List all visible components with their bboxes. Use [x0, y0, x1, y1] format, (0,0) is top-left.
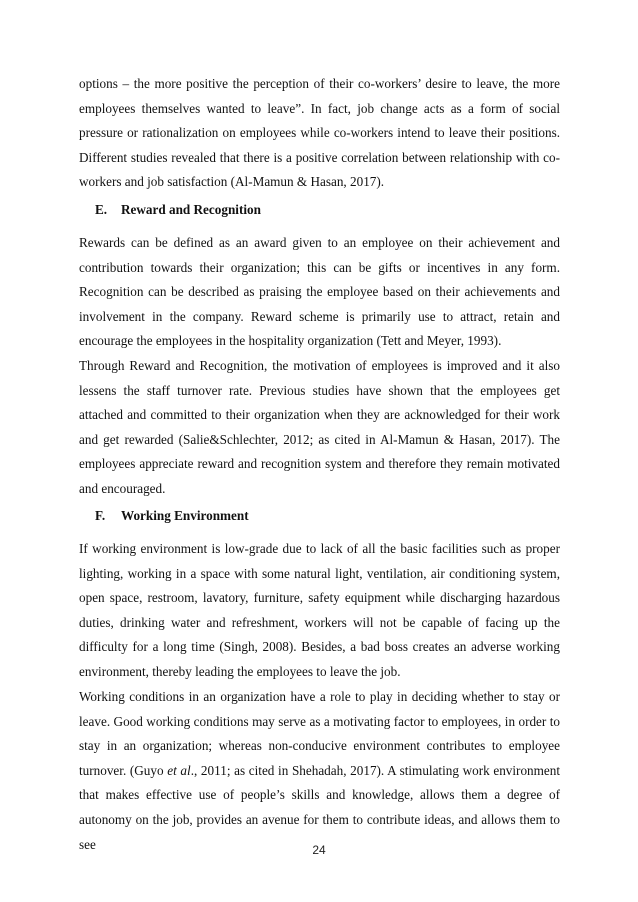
- paragraph-working-conditions: [79, 685, 560, 857]
- working-conditions-text-start: Working conditions in an organization have a role to play in deciding whether to stay or leave. Good working conditions may serve as a motivating factor to employees, in order to stay in an organization; whereas non-conducive environment contributes to employee turnover. (Guyo: [79, 689, 560, 778]
- paragraph-reward-motivation: Through Reward and Recognition, the motivation of employees is improved and it also lessens the staff turnover rate. Previous studies have shown that the employees get attached and committed to their organization when they are acknowledged for their work and get rewarded (Salie&Schlechter, 2012; as cited in Al-Mamun & Hasan, 2017). The employees appreciate reward and recognition system and therefore they remain motivated and encouraged.: [79, 358, 560, 496]
- paragraph-rewards-definition: Rewards can be defined as an award given to an employee on their achievement and contribution towards their organization; this can be gifts or incentives in any form. Recognition can be described as praising the employee based on their achievements and involvement in the company. Reward scheme is primarily use to attract, retain and encourage the employees in the hospitality organization (Tett and Meyer, 1993).: [79, 235, 560, 349]
- section-heading-e: [95, 202, 261, 218]
- paragraph-coworkers: options – the more positive the perception of their co-workers’ desire to leave, the more employees themselves wanted to leave”. In fact, job change acts as a form of social pressure or rationalization on employees while co-workers intend to leave their positions. Different studies revealed that there is a positive correlation between relationship with co-workers and job satisfaction (Al-Mamun & Hasan, 2017).: [79, 76, 560, 190]
- working-conditions-text-end: ., 2011; as cited in Shehadah, 2017). A stimulating work environment that makes effective use of people’s skills and knowledge, allows them a degree of autonomy on the job, provides an avenue for them to contribute ideas, and allows them to see: [79, 762, 560, 852]
- section-heading-f-title: Working Environment: [121, 508, 249, 523]
- page-number: 24: [312, 843, 326, 857]
- section-heading-e-title: Reward and Recognition: [121, 202, 261, 217]
- section-heading-f-letter: F.: [95, 508, 106, 523]
- section-heading-f: [95, 508, 249, 524]
- section-heading-e-letter: E.: [95, 202, 108, 217]
- paragraph-working-environment: If working environment is low-grade due to lack of all the basic facilities such as proper lighting, working in a space with some natural light, ventilation, air conditioning system, open space, restroom, lavatory, furniture, safety equipment while discharging hazardous duties, drinking water and refreshment, workers will not be capable of facing up the difficulty for a long time (Singh, 2008). Besides, a bad boss creates an adverse working environment, thereby leading the employees to leave the job.: [79, 541, 560, 679]
- et-al-italic: et al: [167, 762, 191, 778]
